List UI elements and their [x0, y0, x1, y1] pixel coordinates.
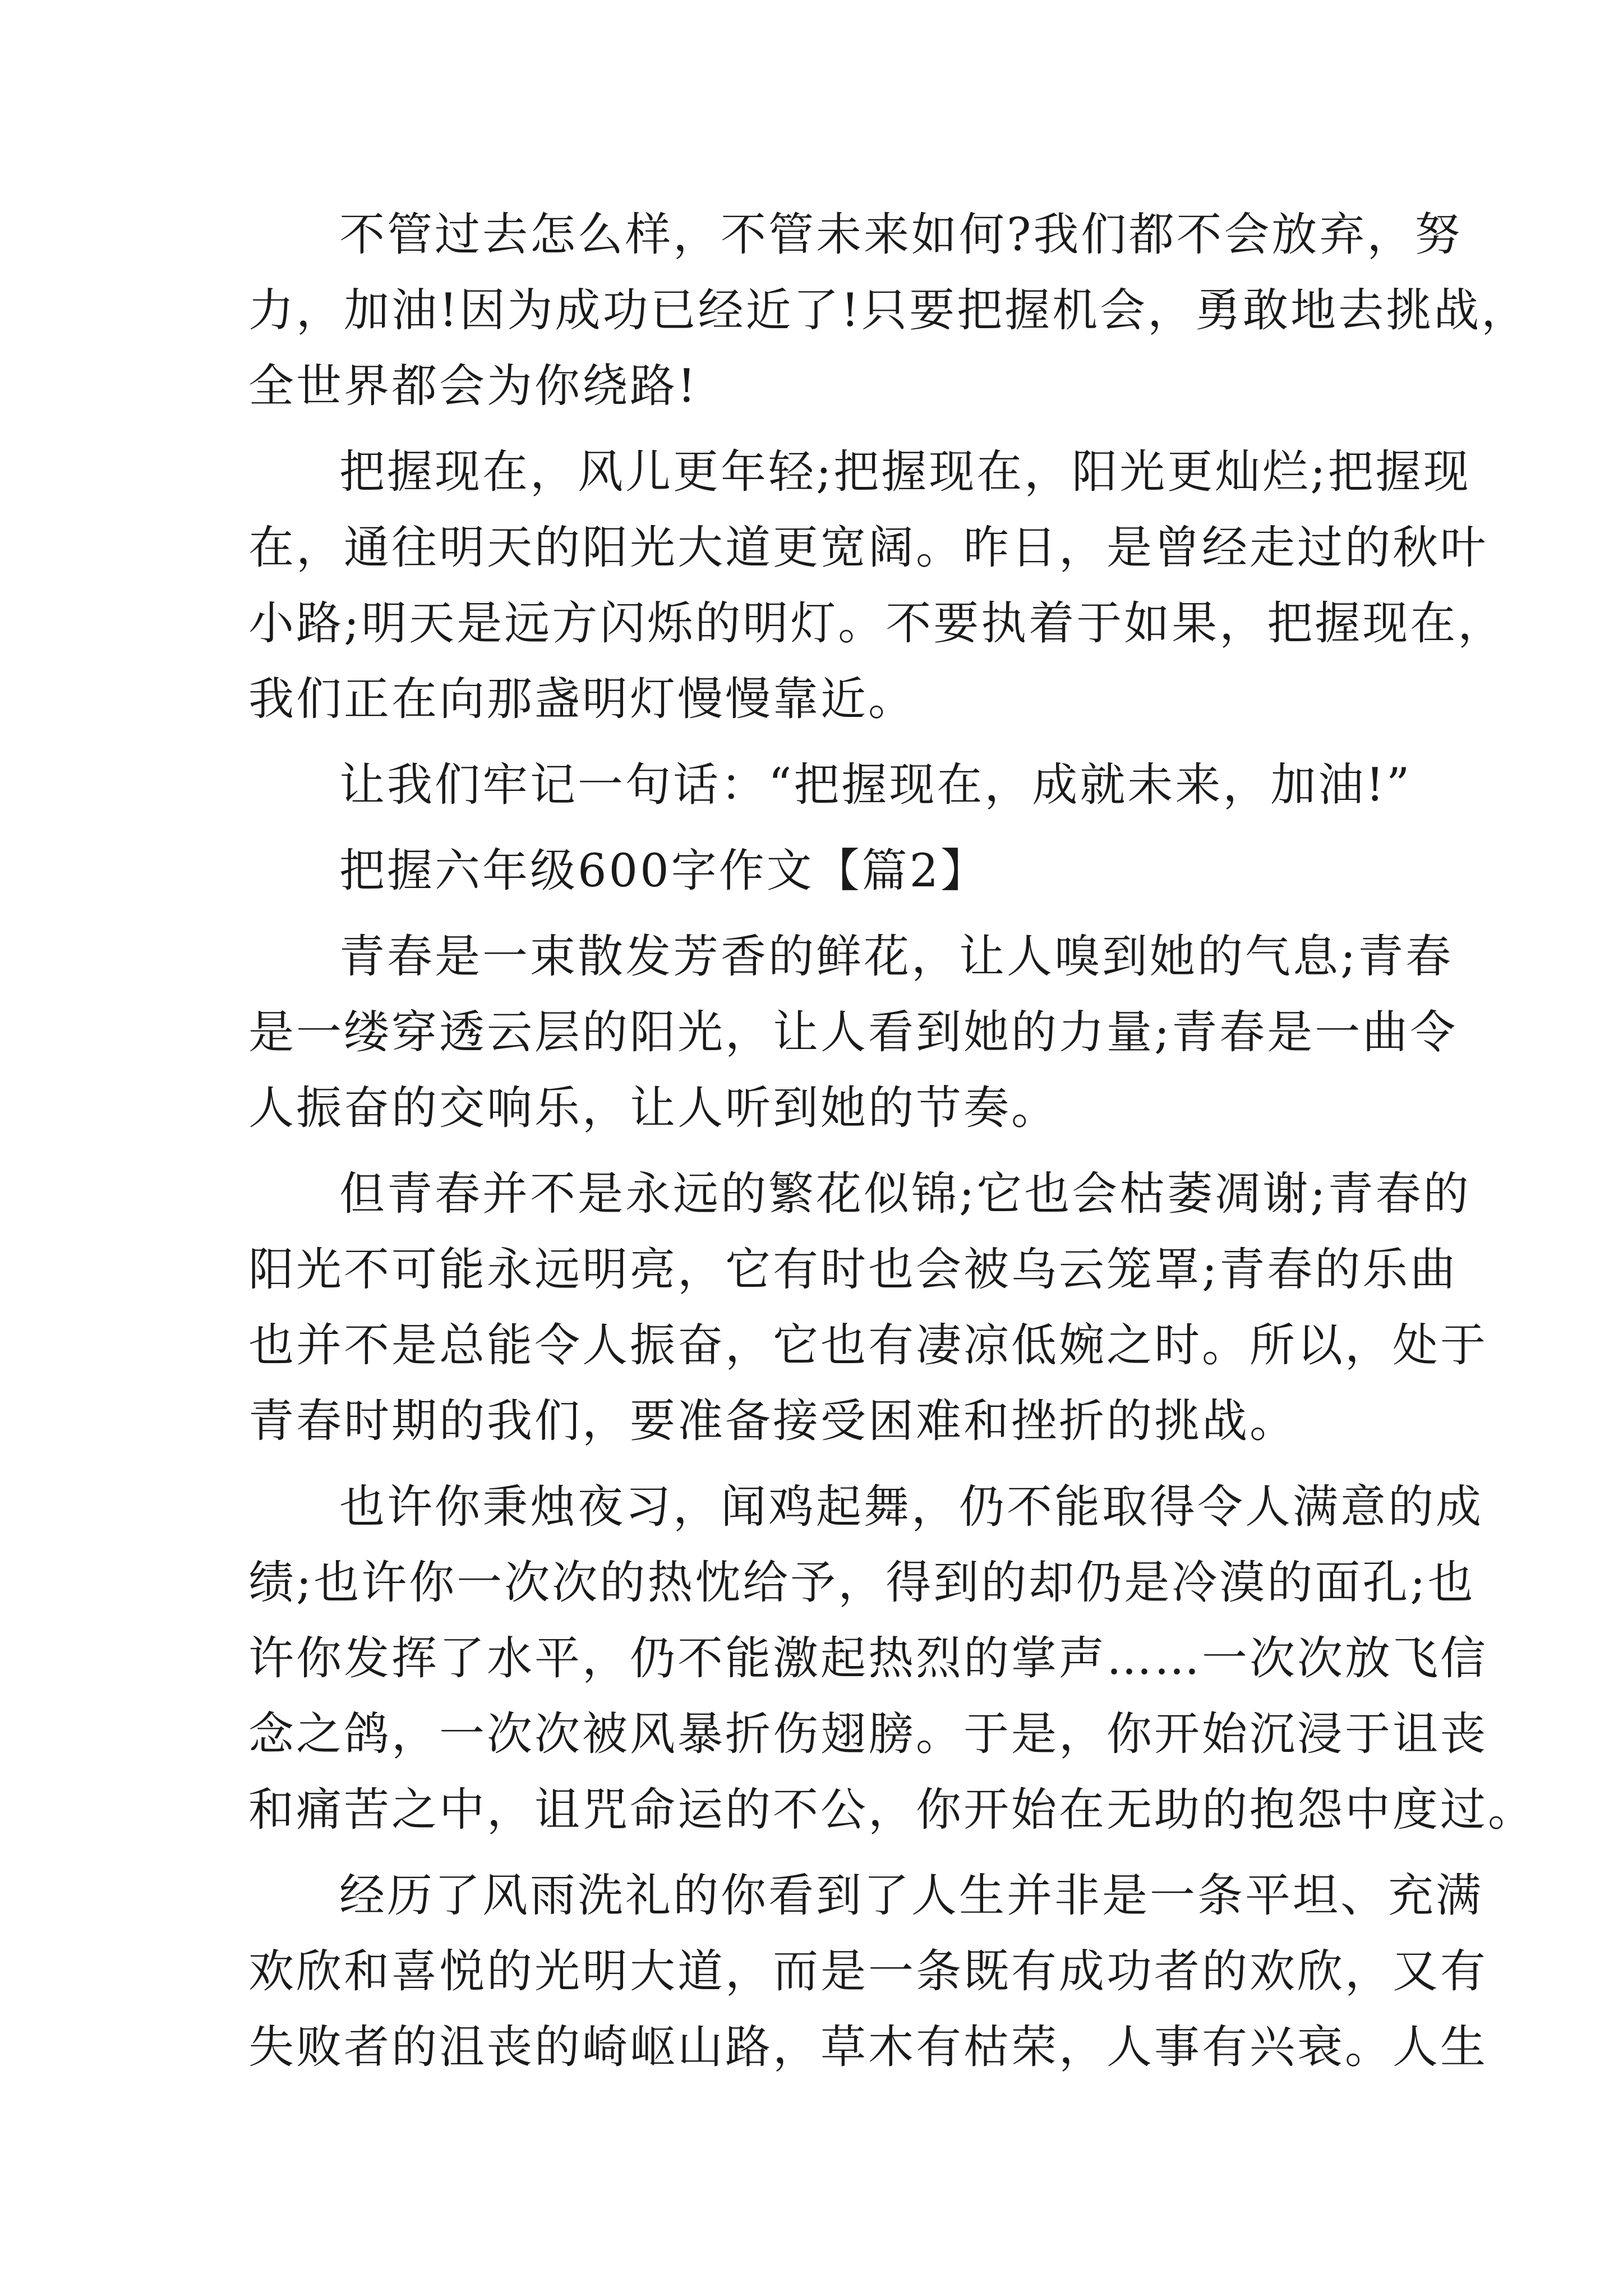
paragraph — [248, 1470, 1536, 1848]
section-heading — [248, 834, 1393, 909]
paragraph — [248, 1858, 1488, 2086]
text-line: 我们正在向那盏明灯慢慢靠近。 — [248, 673, 916, 726]
text-line: 失败者的沮丧的崎岖山路，草木有枯荣，人事有兴衰。人生 — [248, 2021, 1488, 2074]
heading-line: 把握六年级600字作文【篇2】 — [339, 845, 989, 898]
text-line: 和痛苦之中，诅咒命运的不公，你开始在无助的抱怨中度过。 — [248, 1784, 1536, 1837]
text-line: 青春是一束散发芳香的鲜花，让人嗅到她的气息;青春 — [339, 931, 1454, 983]
text-line: 欢欣和喜悦的光明大道，而是一条既有成功者的欢欣，又有 — [248, 1945, 1488, 1998]
text-line: 力，加油!因为成功已经近了!只要把握机会，勇敢地去挑战， — [248, 284, 1529, 337]
text-line: 也并不是总能令人振奋，它也有凄凉低婉之时。所以，处于 — [248, 1319, 1488, 1372]
text-line: 小路;明天是远方闪烁的明灯。不要执着于如果，把握现在， — [248, 597, 1506, 650]
text-line: 让我们牢记一句话：“把握现在，成就未来，加油!” — [339, 759, 1412, 812]
paragraph — [248, 748, 1412, 823]
paragraph — [248, 919, 1458, 1147]
text-line: 全世界都会为你绕路! — [248, 360, 698, 413]
paragraph — [248, 197, 1529, 425]
text-line: 但青春并不是永远的繁花似锦;它也会枯萎凋谢;青春的 — [339, 1168, 1471, 1221]
paragraph — [248, 1157, 1488, 1460]
document-body — [248, 197, 1536, 2086]
text-line: 念之鸽，一次次被风暴折伤翅膀。于是，你开始沉浸于诅丧 — [248, 1708, 1488, 1761]
text-line: 绩;也许你一次次的热忱给予，得到的却仍是冷漠的面孔;也 — [248, 1557, 1476, 1609]
text-line: 也许你秉烛夜习，闻鸡起舞，仍不能取得令人满意的成 — [339, 1481, 1484, 1534]
text-line: 在，通往明天的阳光大道更宽阔。昨日，是曾经走过的秋叶 — [248, 522, 1488, 574]
text-line: 是一缕穿透云层的阳光，让人看到她的力量;青春是一曲令 — [248, 1006, 1458, 1059]
text-line: 人振奋的交响乐，让人听到她的节奏。 — [248, 1082, 1059, 1135]
paragraph — [248, 435, 1506, 738]
text-line: 青春时期的我们，要准备接受困难和挫折的挑战。 — [248, 1395, 1298, 1448]
text-line: 不管过去怎么样，不管未来如何?我们都不会放弃，努 — [339, 209, 1463, 261]
text-line: 许你发挥了水平，仍不能激起热烈的掌声……一次次放飞信 — [248, 1632, 1488, 1685]
text-line: 经历了风雨洗礼的你看到了人生并非是一条平坦、充满 — [339, 1870, 1484, 1922]
text-line: 阳光不可能永远明亮，它有时也会被乌云笼罩;青春的乐曲 — [248, 1244, 1458, 1296]
text-line: 把握现在，风儿更年轻;把握现在，阳光更灿烂;把握现 — [339, 446, 1471, 499]
